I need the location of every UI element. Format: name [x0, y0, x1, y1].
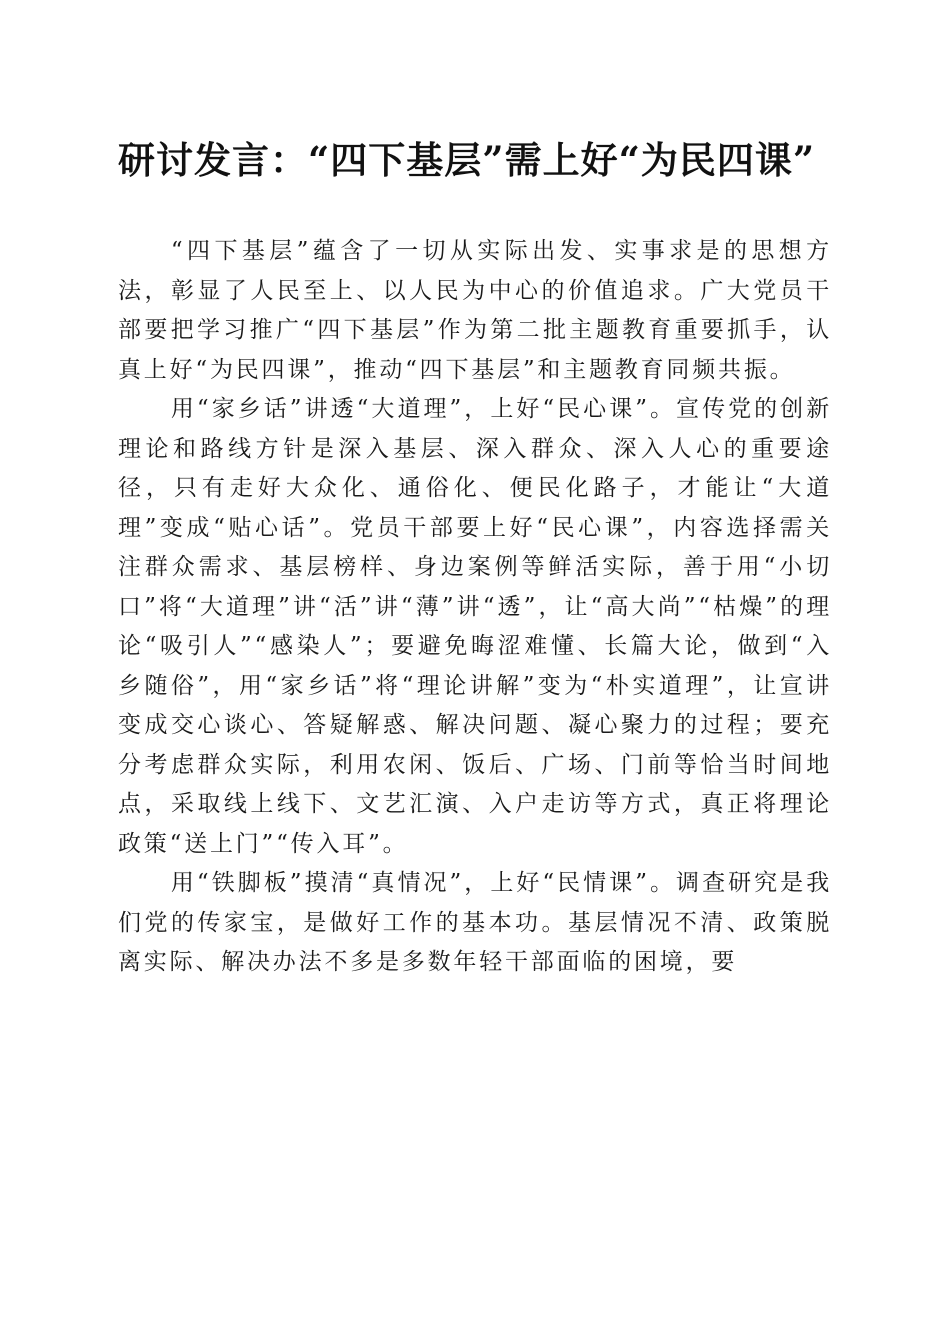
body-paragraph-2: 用“家乡话”讲透“大道理”，上好“民心课”。宣传党的创新理论和路线方针是深入基层、深入群众、深入人心的重要途径，只有走好大众化、通俗化、便民化路子，才能让“大道理”变成“贴心话”。党员干部要上好“民心课”，内容选择需关注群众需求、基层榜样、身边案例等鲜活实际，善于用“小切口”将“大道理”讲“活”讲“薄”讲“透”，让“高大尚”“枯燥”的理论“吸引人”“感染人”；要避免晦涩难懂、长篇大论，做到“入乡随俗”，用“家乡话”将“理论讲解”变为“朴实道理”，让宣讲变成交心谈心、答疑解惑、解决问题、凝心聚力的过程；要充分考虑群众实际，利用农闲、饭后、广场、门前等恰当时间地点，采取线上线下、文艺汇演、入户走访等方式，真正将理论政策“送上门”“传入耳”。	[118, 396, 832, 857]
document-body	[118, 232, 832, 983]
body-paragraph-3: 用“铁脚板”摸清“真情况”，上好“民情课”。调查研究是我们党的传家宝，是做好工作的基本功。基层情况不清、政策脱离实际、解决办法不多是多数年轻干部面临的困境，要	[118, 870, 832, 975]
body-paragraph-1: “四下基层”蕴含了一切从实际出发、实事求是的思想方法，彰显了人民至上、以人民为中心的价值追求。广大党员干部要把学习推广“四下基层”作为第二批主题教育重要抓手，认真上好“为民四课”，推动“四下基层”和主题教育同频共振。	[118, 238, 832, 383]
document-title: 研讨发言：“四下基层”需上好“为民四课”	[118, 138, 816, 182]
